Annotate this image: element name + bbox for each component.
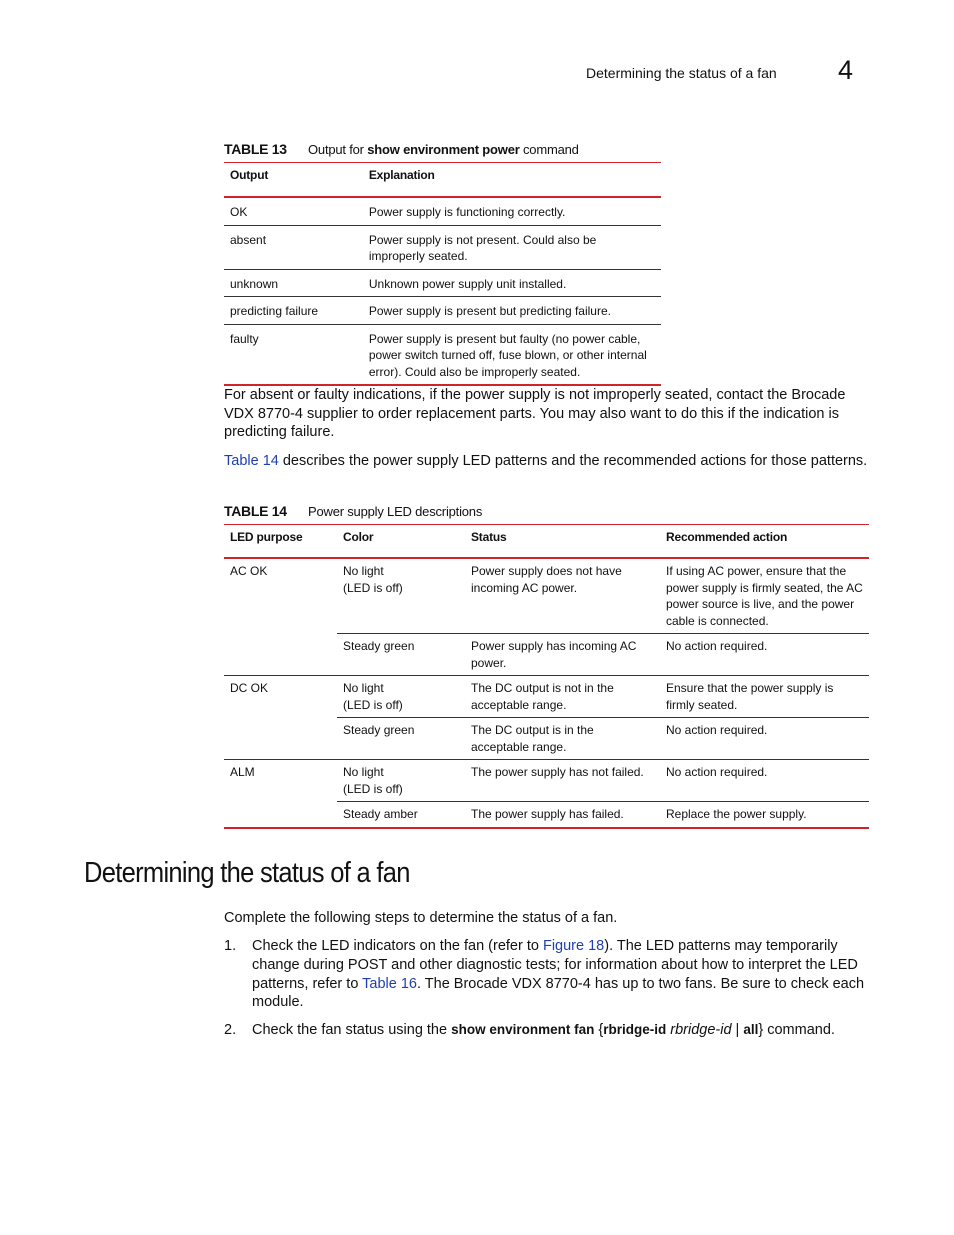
table-row: predicting failure Power supply is present but predicting failure. [224,297,661,325]
steps-list [224,937,869,1040]
paragraph-table14-intro: Table 14 describes the power supply LED patterns and the recommended actions for those patterns. [224,453,868,469]
table13-label: TABLE 13 [224,141,287,157]
table-row: faulty Power supply is present but faulty (no power cable, power switch turned off, fuse blown, or other internal error). Could also be improperly seated. [224,324,661,385]
table-row: absent Power supply is not present. Could also be improperly seated. [224,225,661,269]
table14-header-action: Recommended action [660,525,869,559]
table16-link[interactable]: Table 16 [362,975,417,992]
table-row: AC OK No light (LED is off) Power supply does not have incoming AC power. If using AC power, ensure that the power supply is firmly seated, the AC power source is live, and the power cable is connected. [224,558,869,634]
table14-header-color: Color [337,525,465,559]
table-row: DC OK No light (LED is off) The DC output is not in the acceptable range. Ensure that the power supply is firmly seated. [224,676,869,718]
command-text: show environment fan [451,1022,595,1038]
running-header-title: Determining the status of a fan [586,65,777,81]
table-row: Steady green Power supply has incoming AC power. No action required. [224,634,869,676]
paragraph-absent-faulty: For absent or faulty indications, if the power supply is not improperly seated, contact the Brocade VDX 8770-4 supplier to order replacement parts. You may also want to do this if the indication is predicting failure. [224,387,846,440]
section-intro: Complete the following steps to determine the status of a fan. [224,910,618,926]
table14 [224,524,869,829]
table13-header-explanation: Explanation [363,163,661,198]
table13 [224,162,661,386]
table-row: OK Power supply is functioning correctly. [224,197,661,225]
table14-header-led-purpose: LED purpose [224,525,337,559]
table-row: Steady amber The power supply has failed. Replace the power supply. [224,802,869,828]
table14-link[interactable]: Table 14 [224,453,279,469]
section-heading: Determining the status of a fan [84,857,410,889]
table13-header-output: Output [224,163,363,198]
table-row: Steady green The DC output is in the acceptable range. No action required. [224,718,869,760]
chapter-number: 4 [838,55,854,85]
list-item: 2. Check the fan status using the show environment fan {rbridge-id rbridge-id | all} command. [224,1022,835,1039]
table13-caption: TABLE 13 Output for show environment power command [224,141,579,157]
table-row: unknown Unknown power supply unit installed. [224,269,661,297]
table14-label: TABLE 14 [224,503,287,519]
list-item: 1. Check the LED indicators on the fan (refer to Figure 18). The LED patterns may temporarily change during POST and other diagnostic tests; for information about how to interpret the LED patterns, refer to Table 16. The Brocade VDX 8770-4 has up to two fans. Be sure to check each module. [224,938,865,1011]
table14-caption: TABLE 14 Power supply LED descriptions [224,503,483,519]
table-row: ALM No light (LED is off) The power supply has not failed. No action required. [224,760,869,802]
figure18-link[interactable]: Figure 18 [542,938,605,954]
table14-header-status: Status [465,525,660,559]
